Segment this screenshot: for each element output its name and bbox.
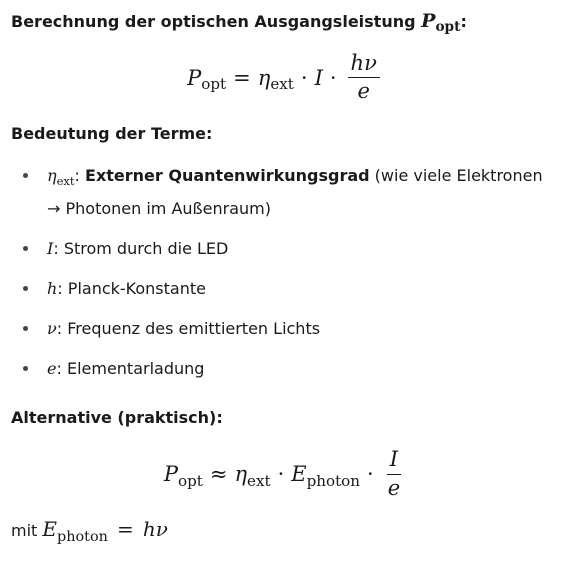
formula-main-denominator: e <box>357 79 370 103</box>
formula-main-eta <box>257 65 294 94</box>
formula-main-eta-sub: ext <box>270 75 294 94</box>
heading-main-symbol-letter: P <box>421 10 436 32</box>
formula-alt-approx: ≈ <box>209 462 228 486</box>
term-symbol-sub: ext <box>56 173 75 188</box>
mit-line-rhs: hν <box>142 517 168 541</box>
formula-main-lhs-letter: P <box>187 65 202 90</box>
formula-main-dot-1: · <box>300 65 308 90</box>
formula-main-fraction <box>348 52 380 103</box>
term-colon: : <box>56 319 63 338</box>
heading-alternative: Alternative (praktisch): <box>11 408 223 427</box>
formula-main-current: I <box>314 65 323 90</box>
heading-main-text: Berechnung der optischen Ausgangsleistung <box>11 12 416 31</box>
term-item-frequency <box>11 313 556 344</box>
term-colon: : <box>53 239 59 258</box>
formula-alt-numerator: I <box>387 448 401 474</box>
mit-line-eq: = <box>116 517 134 541</box>
term-symbol: h <box>47 279 58 298</box>
formula-alt-lhs-sub: opt <box>177 471 203 490</box>
mit-line-symbol-sub: photon <box>57 528 108 545</box>
heading-main-symbol-sub: opt <box>435 19 461 36</box>
formula-main-lhs-sub: opt <box>201 75 227 94</box>
formula-alt-denominator: e <box>387 475 401 500</box>
term-text: (wie viele Elektronen → Photonen im Außenraum) <box>47 166 543 218</box>
formula-alternative <box>11 446 556 502</box>
formula-alt-lhs <box>163 462 203 490</box>
mit-line-symbol <box>42 517 108 545</box>
term-symbol-letter: η <box>47 166 57 185</box>
formula-alt-dot-2: · <box>367 462 374 486</box>
terms-list <box>11 160 556 384</box>
term-item-charge <box>11 353 556 384</box>
formula-alt-energy <box>291 462 361 490</box>
term-symbol <box>47 166 75 188</box>
term-symbol: e <box>47 359 57 378</box>
term-text: Elementarladung <box>66 359 205 378</box>
term-bold-text: Externer Quantenwirkungsgrad <box>85 166 370 185</box>
formula-alt-eta-sub: ext <box>247 471 271 490</box>
formula-alt-dot-1: · <box>277 462 285 486</box>
heading-main <box>11 10 467 36</box>
mit-line-prefix: mit <box>11 521 38 540</box>
heading-main-suffix: : <box>460 12 467 31</box>
term-symbol: ν <box>47 319 57 338</box>
bullet <box>23 173 28 178</box>
term-symbol: I <box>47 239 54 258</box>
formula-alt-energy-sub: photon <box>306 471 361 490</box>
term-item-eta <box>11 160 556 224</box>
formula-main-numerator: hν <box>348 52 380 78</box>
term-text: Planck-Konstante <box>67 279 206 298</box>
formula-main-dot-2: · <box>329 65 337 90</box>
formula-alt-eta <box>234 462 271 490</box>
bullet <box>23 286 28 291</box>
term-colon: : <box>56 359 62 378</box>
formula-main-eq: = <box>233 65 251 90</box>
heading-main-symbol <box>421 10 461 36</box>
bullet <box>23 366 28 371</box>
formula-alt-lhs-letter: P <box>163 462 178 486</box>
formula-main-eta-letter: η <box>257 65 271 90</box>
term-colon: : <box>74 166 80 185</box>
formula-alt-energy-letter: E <box>291 462 307 486</box>
term-colon: : <box>57 279 63 298</box>
formula-main <box>11 50 556 105</box>
mit-line <box>11 517 168 545</box>
heading-terms: Bedeutung der Terme: <box>11 124 213 143</box>
term-text: Frequenz des emittierten Lichts <box>67 319 321 338</box>
formula-alt-eta-letter: η <box>234 462 248 486</box>
formula-main-lhs <box>187 65 227 94</box>
term-item-planck <box>11 273 556 304</box>
formula-alt-fraction <box>385 448 403 499</box>
bullet <box>23 246 28 251</box>
mit-line-symbol-letter: E <box>42 517 58 541</box>
bullet <box>23 326 28 331</box>
term-text: Strom durch die LED <box>63 239 229 258</box>
term-item-current <box>11 233 556 264</box>
